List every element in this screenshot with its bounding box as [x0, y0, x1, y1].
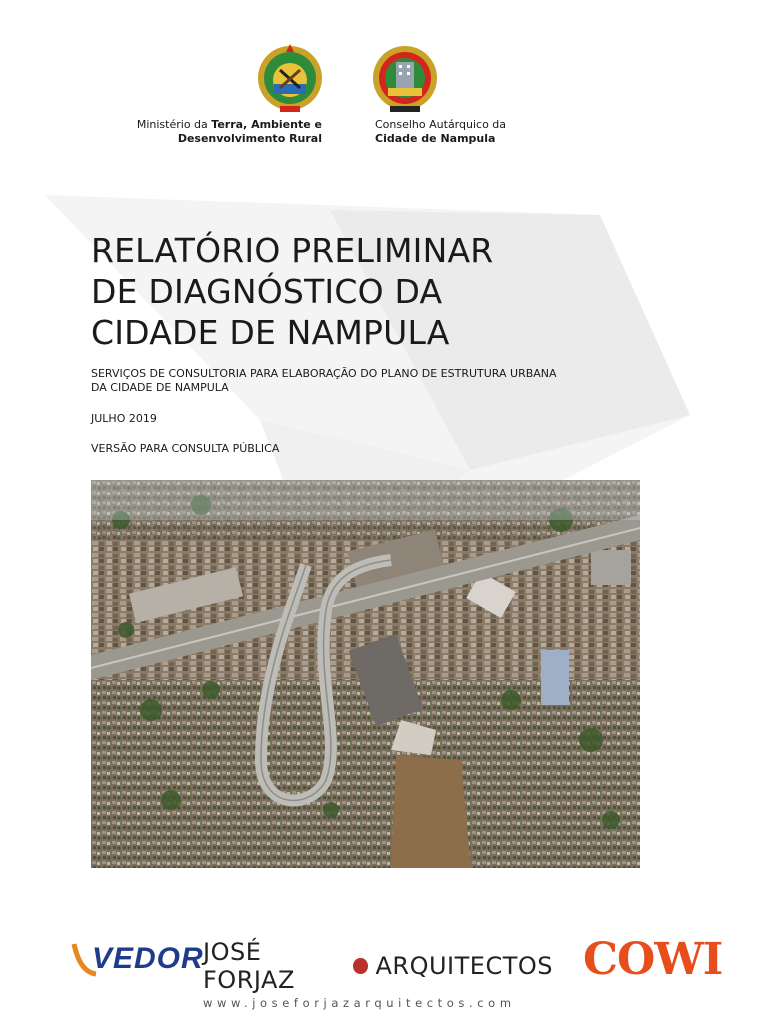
document-version: VERSÃO PARA CONSULTA PÚBLICA [91, 442, 280, 455]
subtitle-line-2: DA CIDADE DE NAMPULA [91, 381, 229, 394]
header-emblems [250, 40, 450, 120]
document-title [91, 230, 651, 353]
document-date: JULHO 2019 [91, 412, 157, 425]
mozambique-coat-of-arms-icon [258, 44, 322, 112]
nampula-city-emblem-icon [373, 46, 437, 112]
ministry-name-line2: Desenvolvimento Rural [177, 132, 322, 145]
red-dot-icon [353, 958, 367, 974]
vedor-wordmark: VEDOR [92, 942, 204, 975]
footer-logos [0, 930, 768, 1010]
title-line-1: RELATÓRIO PRELIMINAR [91, 231, 494, 270]
aerial-city-photo [91, 480, 640, 868]
ministry-prefix: Ministério da [136, 118, 208, 131]
vedor-logo [70, 938, 204, 982]
subtitle-line-1: SERVIÇOS DE CONSULTORIA PARA ELABORAÇÃO DO PLANO DE ESTRUTURA URBANA [91, 367, 557, 380]
council-line2: Cidade de Nampula [375, 132, 496, 145]
jose-forjaz-logo [203, 938, 553, 1010]
council-line1: Conselho Autárquico da [375, 118, 507, 131]
cowi-logo: COWI [583, 934, 723, 985]
jf-name-part1: JOSÉ FORJAZ [203, 938, 295, 994]
ministry-name-line1: Terra, Ambiente e [211, 118, 322, 131]
jf-name-part2: ARQUITECTOS [375, 952, 553, 980]
ministry-label [100, 118, 322, 146]
jf-website: www.joseforjazarquitectos.com [203, 996, 516, 1010]
title-line-2: DE DIAGNÓSTICO DA [91, 272, 443, 311]
document-subtitle [91, 367, 611, 395]
council-label [375, 118, 575, 146]
title-line-3: CIDADE DE NAMPULA [91, 313, 450, 352]
